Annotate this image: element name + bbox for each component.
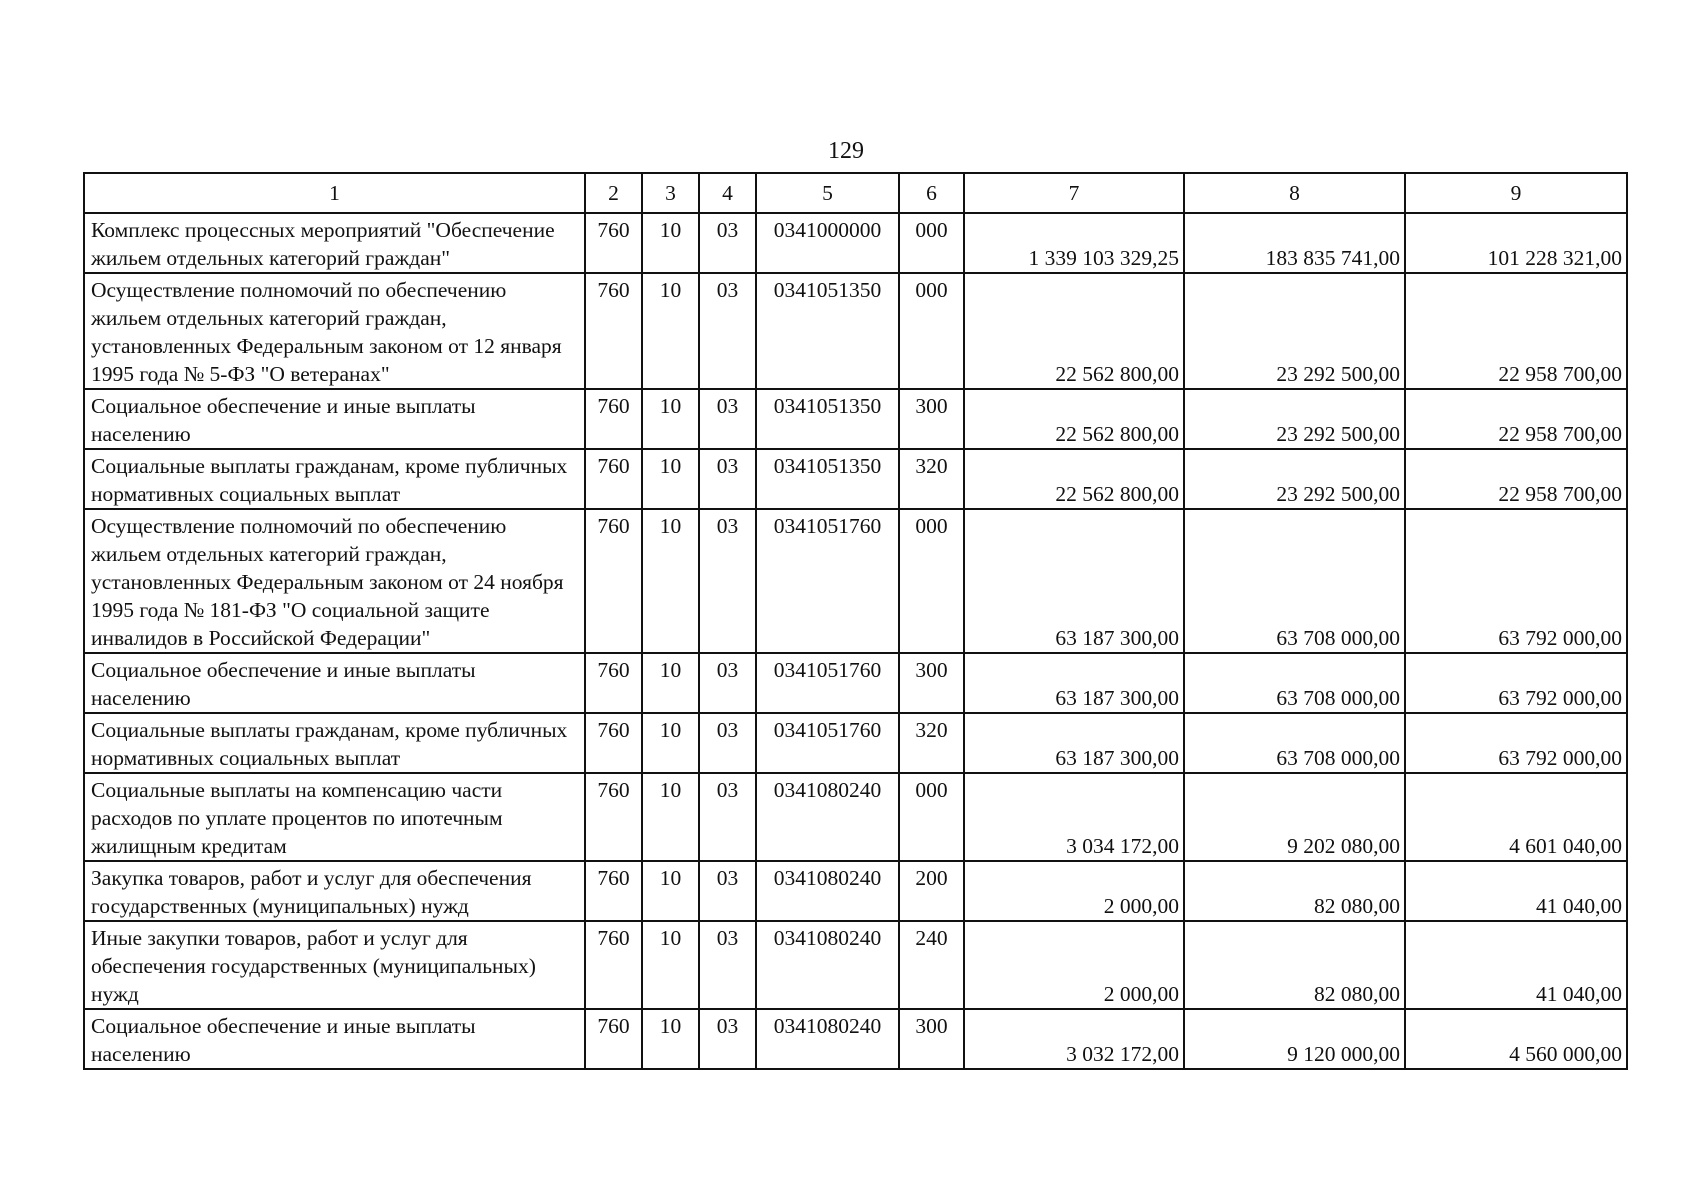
table-row: [84, 861, 1627, 921]
amount-cell: 23 292 500,00: [1184, 449, 1405, 509]
code-cell: 0341051350: [756, 273, 899, 389]
header-cell: 2: [585, 173, 642, 213]
code-cell: 760: [585, 509, 642, 653]
code-cell: 300: [899, 653, 964, 713]
row-name: Социальное обеспечение и иные выплаты населению: [84, 653, 585, 713]
row-name: Комплекс процессных мероприятий "Обеспечение жильем отдельных категорий граждан": [84, 213, 585, 273]
code-cell: 03: [699, 213, 756, 273]
table-row: [84, 773, 1627, 861]
code-cell: 320: [899, 713, 964, 773]
amount-cell: 23 292 500,00: [1184, 389, 1405, 449]
table-row: [84, 213, 1627, 273]
code-cell: 10: [642, 861, 699, 921]
amount-cell: 1 339 103 329,25: [964, 213, 1184, 273]
row-name: Осуществление полномочий по обеспечению жильем отдельных категорий граждан, установленных Федеральным законом от 12 января 1995 года № 5-ФЗ "О ветеранах": [84, 273, 585, 389]
header-cell: 5: [756, 173, 899, 213]
code-cell: 10: [642, 213, 699, 273]
header-cell: 9: [1405, 173, 1627, 213]
code-cell: 0341080240: [756, 1009, 899, 1069]
amount-cell: 3 032 172,00: [964, 1009, 1184, 1069]
table-row: [84, 509, 1627, 653]
code-cell: 000: [899, 509, 964, 653]
amount-cell: 63 708 000,00: [1184, 713, 1405, 773]
amount-cell: 22 958 700,00: [1405, 273, 1627, 389]
code-cell: 760: [585, 921, 642, 1009]
table-row: [84, 713, 1627, 773]
amount-cell: 82 080,00: [1184, 861, 1405, 921]
header-cell: 6: [899, 173, 964, 213]
table-row: [84, 389, 1627, 449]
code-cell: 10: [642, 1009, 699, 1069]
code-cell: 03: [699, 273, 756, 389]
code-cell: 0341051350: [756, 389, 899, 449]
amount-cell: 3 034 172,00: [964, 773, 1184, 861]
row-name: Социальное обеспечение и иные выплаты населению: [84, 389, 585, 449]
table-row: [84, 1009, 1627, 1069]
amount-cell: 23 292 500,00: [1184, 273, 1405, 389]
row-name: Иные закупки товаров, работ и услуг для обеспечения государственных (муниципальных) нужд: [84, 921, 585, 1009]
code-cell: 10: [642, 773, 699, 861]
amount-cell: 63 708 000,00: [1184, 509, 1405, 653]
code-cell: 760: [585, 713, 642, 773]
code-cell: 10: [642, 509, 699, 653]
amount-cell: 41 040,00: [1405, 861, 1627, 921]
header-cell: 4: [699, 173, 756, 213]
amount-cell: 22 958 700,00: [1405, 449, 1627, 509]
code-cell: 03: [699, 509, 756, 653]
amount-cell: 63 187 300,00: [964, 653, 1184, 713]
table-row: [84, 273, 1627, 389]
code-cell: 760: [585, 449, 642, 509]
header-row: [84, 173, 1627, 213]
code-cell: 0341051760: [756, 509, 899, 653]
row-name: Закупка товаров, работ и услуг для обеспечения государственных (муниципальных) нужд: [84, 861, 585, 921]
amount-cell: 82 080,00: [1184, 921, 1405, 1009]
code-cell: 0341051350: [756, 449, 899, 509]
amount-cell: 101 228 321,00: [1405, 213, 1627, 273]
code-cell: 760: [585, 273, 642, 389]
code-cell: 760: [585, 861, 642, 921]
amount-cell: 22 562 800,00: [964, 389, 1184, 449]
code-cell: 300: [899, 389, 964, 449]
header-cell: 1: [84, 173, 585, 213]
amount-cell: 9 202 080,00: [1184, 773, 1405, 861]
budget-table: [83, 172, 1628, 1070]
code-cell: 0341051760: [756, 713, 899, 773]
code-cell: 03: [699, 713, 756, 773]
code-cell: 0341000000: [756, 213, 899, 273]
code-cell: 03: [699, 389, 756, 449]
row-name: Социальные выплаты гражданам, кроме публичных нормативных социальных выплат: [84, 449, 585, 509]
code-cell: 000: [899, 773, 964, 861]
amount-cell: 9 120 000,00: [1184, 1009, 1405, 1069]
amount-cell: 41 040,00: [1405, 921, 1627, 1009]
row-name: Социальное обеспечение и иные выплаты населению: [84, 1009, 585, 1069]
table-row: [84, 921, 1627, 1009]
code-cell: 03: [699, 653, 756, 713]
code-cell: 03: [699, 921, 756, 1009]
page-number: 129: [828, 138, 864, 164]
amount-cell: 63 792 000,00: [1405, 713, 1627, 773]
amount-cell: 63 187 300,00: [964, 509, 1184, 653]
code-cell: 03: [699, 773, 756, 861]
code-cell: 0341051760: [756, 653, 899, 713]
code-cell: 760: [585, 1009, 642, 1069]
header-cell: 7: [964, 173, 1184, 213]
code-cell: 760: [585, 653, 642, 713]
code-cell: 03: [699, 861, 756, 921]
amount-cell: 22 958 700,00: [1405, 389, 1627, 449]
header-cell: 8: [1184, 173, 1405, 213]
code-cell: 000: [899, 273, 964, 389]
amount-cell: 22 562 800,00: [964, 449, 1184, 509]
code-cell: 760: [585, 389, 642, 449]
code-cell: 03: [699, 1009, 756, 1069]
row-name: Социальные выплаты на компенсацию части расходов по уплате процентов по ипотечным жилищным кредитам: [84, 773, 585, 861]
row-name: Осуществление полномочий по обеспечению жильем отдельных категорий граждан, установленных Федеральным законом от 24 ноября 1995 года № 181-ФЗ "О социальной защите инвалидов в Российской Федерации": [84, 509, 585, 653]
code-cell: 200: [899, 861, 964, 921]
table-row: [84, 449, 1627, 509]
code-cell: 300: [899, 1009, 964, 1069]
code-cell: 000: [899, 213, 964, 273]
amount-cell: 4 560 000,00: [1405, 1009, 1627, 1069]
header-cell: 3: [642, 173, 699, 213]
code-cell: 760: [585, 773, 642, 861]
row-name: Социальные выплаты гражданам, кроме публичных нормативных социальных выплат: [84, 713, 585, 773]
code-cell: 760: [585, 213, 642, 273]
code-cell: 240: [899, 921, 964, 1009]
code-cell: 0341080240: [756, 921, 899, 1009]
amount-cell: 183 835 741,00: [1184, 213, 1405, 273]
code-cell: 10: [642, 273, 699, 389]
amount-cell: 63 708 000,00: [1184, 653, 1405, 713]
amount-cell: 4 601 040,00: [1405, 773, 1627, 861]
code-cell: 0341080240: [756, 861, 899, 921]
amount-cell: 22 562 800,00: [964, 273, 1184, 389]
code-cell: 10: [642, 449, 699, 509]
code-cell: 10: [642, 653, 699, 713]
amount-cell: 63 792 000,00: [1405, 653, 1627, 713]
amount-cell: 2 000,00: [964, 861, 1184, 921]
code-cell: 10: [642, 389, 699, 449]
amount-cell: 2 000,00: [964, 921, 1184, 1009]
table-row: [84, 653, 1627, 713]
code-cell: 10: [642, 921, 699, 1009]
amount-cell: 63 792 000,00: [1405, 509, 1627, 653]
code-cell: 03: [699, 449, 756, 509]
amount-cell: 63 187 300,00: [964, 713, 1184, 773]
code-cell: 320: [899, 449, 964, 509]
code-cell: 0341080240: [756, 773, 899, 861]
code-cell: 10: [642, 713, 699, 773]
